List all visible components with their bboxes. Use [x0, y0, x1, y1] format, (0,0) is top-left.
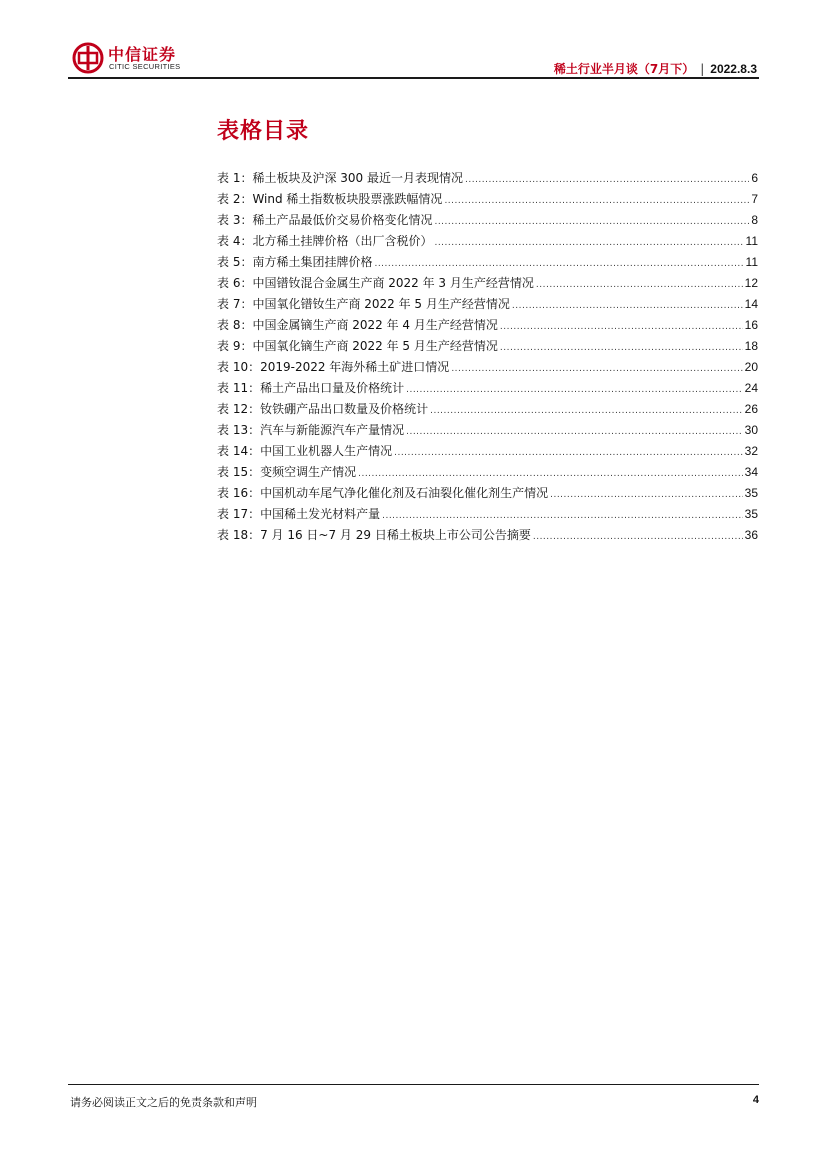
- toc-leader-dots: [512, 296, 743, 317]
- toc-leader-dots: [451, 359, 742, 380]
- toc-entry-page[interactable]: 12: [744, 276, 758, 290]
- toc-entry-page[interactable]: 30: [744, 423, 758, 437]
- toc-entry-page[interactable]: 26: [744, 402, 758, 416]
- toc-entry-label[interactable]: 表 7：中国氧化镨钕生产商 2022 年 5 月生产经营情况: [217, 297, 510, 311]
- citic-logo-icon: [72, 42, 104, 74]
- toc-entry[interactable]: [217, 210, 758, 231]
- toc-entry[interactable]: [217, 336, 758, 357]
- toc-leader-dots: [533, 527, 743, 548]
- toc-entry-page[interactable]: 32: [744, 444, 758, 458]
- header-meta: [554, 60, 757, 77]
- logo-english-text: CITIC SECURITIES: [109, 62, 181, 71]
- toc-entry-page[interactable]: 8: [751, 213, 758, 227]
- toc-entry[interactable]: [217, 315, 758, 336]
- toc-leader-dots: [434, 233, 743, 254]
- toc-entry[interactable]: [217, 168, 758, 189]
- toc-entry-label[interactable]: 表 3：稀土产品最低价交易价格变化情况: [217, 213, 433, 227]
- toc-entry-page[interactable]: 18: [744, 339, 758, 353]
- toc-entry[interactable]: [217, 252, 758, 273]
- page-footer: [68, 1084, 759, 1109]
- toc-entry[interactable]: [217, 294, 758, 315]
- toc-entry-label[interactable]: 表 16：中国机动车尾气净化催化剂及石油裂化催化剂生产情况: [217, 486, 549, 500]
- toc-entry[interactable]: [217, 441, 758, 462]
- toc-entry-page[interactable]: 7: [751, 192, 758, 206]
- toc-entry-label[interactable]: 表 11：稀土产品出口量及价格统计: [217, 381, 405, 395]
- toc-entry-label[interactable]: 表 5：南方稀土集团挂牌价格: [217, 255, 373, 269]
- toc-leader-dots: [536, 275, 743, 296]
- toc-entry-label[interactable]: 表 14：中国工业机器人生产情况: [217, 444, 393, 458]
- toc-entry-label[interactable]: 表 10：2019-2022 年海外稀土矿进口情况: [217, 360, 450, 374]
- toc-leader-dots: [358, 464, 743, 485]
- header-divider: [68, 77, 759, 79]
- toc-entry[interactable]: [217, 420, 758, 441]
- toc-entry-label[interactable]: 表 15：变频空调生产情况: [217, 465, 357, 479]
- toc-entry-label[interactable]: 表 17：中国稀土发光材料产量: [217, 507, 381, 521]
- toc-entry-page[interactable]: 11: [745, 255, 758, 269]
- disclaimer-text: 请务必阅读正文之后的免责条款和声明: [70, 1096, 257, 1109]
- header-separator: |: [700, 62, 705, 76]
- toc-entry-label[interactable]: 表 9：中国氧化镝生产商 2022 年 5 月生产经营情况: [217, 339, 498, 353]
- toc-entry[interactable]: [217, 525, 758, 546]
- footer-divider: [68, 1084, 759, 1085]
- report-date: 2022.8.3: [710, 62, 757, 76]
- toc-leader-dots: [550, 485, 743, 506]
- toc-entry[interactable]: [217, 273, 758, 294]
- toc-entry-label[interactable]: 表 12：钕铁硼产品出口数量及价格统计: [217, 402, 429, 416]
- toc-entry[interactable]: [217, 378, 758, 399]
- toc-entry-label[interactable]: 表 1：稀土板块及沪深 300 最近一月表现情况: [217, 171, 463, 185]
- toc-leader-dots: [434, 212, 749, 233]
- toc-entry[interactable]: [217, 399, 758, 420]
- toc-leader-dots: [382, 506, 743, 527]
- toc-entry[interactable]: [217, 231, 758, 252]
- toc-entry-page[interactable]: 16: [744, 318, 758, 332]
- toc-entry-label[interactable]: 表 13：汽车与新能源汽车产量情况: [217, 423, 405, 437]
- toc-leader-dots: [465, 170, 749, 191]
- toc-entry-page[interactable]: 11: [745, 234, 758, 248]
- toc-entry-page[interactable]: 20: [744, 360, 758, 374]
- page-number: 4: [752, 1094, 759, 1106]
- toc-entry-page[interactable]: 24: [744, 381, 758, 395]
- toc-leader-dots: [394, 443, 743, 464]
- toc-leader-dots: [500, 317, 743, 338]
- citic-logo: [72, 40, 192, 74]
- page-header: [68, 40, 759, 78]
- page-title: 表格目录: [217, 119, 310, 144]
- toc-entry-label[interactable]: 表 2：Wind 稀土指数板块股票涨跌幅情况: [217, 192, 443, 206]
- toc-entry-page[interactable]: 35: [744, 486, 758, 500]
- toc-leader-dots: [444, 191, 749, 212]
- table-of-tables: [217, 168, 758, 546]
- toc-entry[interactable]: [217, 483, 758, 504]
- toc-entry-page[interactable]: 6: [751, 171, 758, 185]
- report-title: 稀土行业半月谈（7月下）: [553, 62, 695, 76]
- toc-entry-page[interactable]: 36: [744, 528, 758, 542]
- toc-entry[interactable]: [217, 462, 758, 483]
- toc-entry-label[interactable]: 表 8：中国金属镝生产商 2022 年 4 月生产经营情况: [217, 318, 498, 332]
- toc-entry-page[interactable]: 34: [744, 465, 758, 479]
- toc-leader-dots: [406, 380, 743, 401]
- toc-entry-label[interactable]: 表 6：中国镨钕混合金属生产商 2022 年 3 月生产经营情况: [217, 276, 534, 290]
- logo-chinese-text: 中信证券: [108, 45, 177, 64]
- toc-entry-page[interactable]: 14: [744, 297, 758, 311]
- toc-entry[interactable]: [217, 357, 758, 378]
- toc-entry[interactable]: [217, 504, 758, 525]
- toc-leader-dots: [430, 401, 743, 422]
- toc-entry-label[interactable]: 表 4：北方稀土挂牌价格（出厂含税价）: [217, 234, 433, 248]
- toc-leader-dots: [406, 422, 743, 443]
- toc-leader-dots: [500, 338, 743, 359]
- toc-entry-label[interactable]: 表 18：7 月 16 日~7 月 29 日稀土板块上市公司公告摘要: [217, 528, 531, 542]
- toc-entry-page[interactable]: 35: [744, 507, 758, 521]
- toc-entry[interactable]: [217, 189, 758, 210]
- toc-leader-dots: [374, 254, 743, 275]
